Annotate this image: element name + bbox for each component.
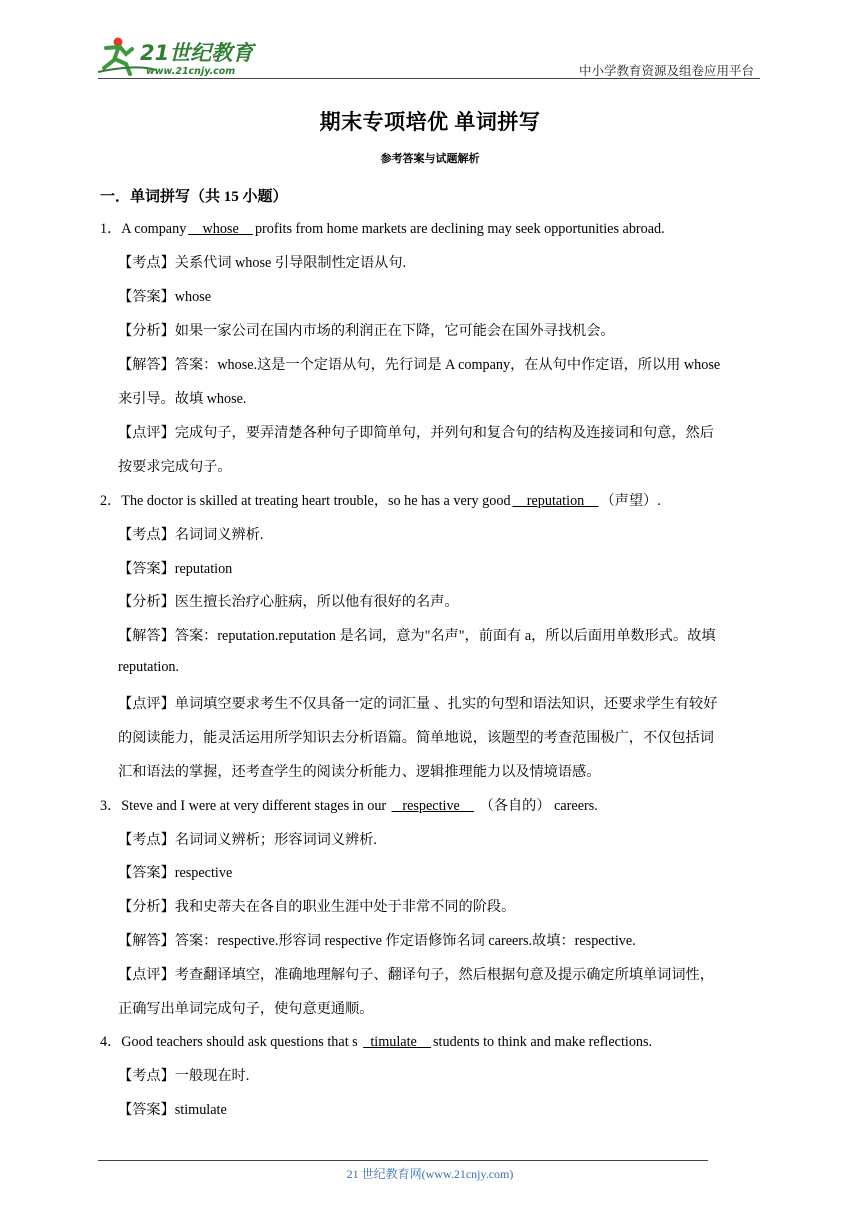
question-1-line: 【解答】答案：whose.这是一个定语从句，先行词是 A company，在从句中作定语，所以用 whose	[118, 357, 721, 373]
question-3-line: 【答案】respective	[118, 865, 233, 881]
section-heading: 一．单词拼写（共 15 小题）	[100, 189, 288, 205]
question-4-line: 【答案】stimulate	[118, 1102, 227, 1118]
page-header	[96, 34, 760, 80]
question-2-line: 【分析】医生擅长治疗心脏病，所以他有很好的名声。	[118, 594, 459, 610]
question-2-line: 【解答】答案：reputation.reputation 是名词，意为"名声"，前面有 a，所以后面用单数形式。故填	[118, 628, 716, 644]
answer-blank: respective	[402, 798, 460, 814]
question-2-line: 【答案】reputation	[118, 561, 233, 577]
page-subtitle: 参考答案与试题解析	[380, 153, 480, 165]
question-1-line: 【考点】关系代词 whose 引导限制性定语从句.	[118, 255, 407, 271]
question-1-line: 来引导。故填 whose.	[118, 391, 247, 407]
question-3-line: 【解答】答案：respective.形容词 respective 作定语修饰名词 careers.故填：respective.	[118, 933, 636, 949]
question-2-line: 的阅读能力，能灵活运用所学知识去分析语篇。简单地说，该题型的考查范围极广，不仅包括词	[118, 730, 714, 746]
question-1-line: 按要求完成句子。	[118, 459, 232, 475]
question-1-line: 【分析】如果一家公司在国内市场的利润正在下降，它可能会在国外寻找机会。	[118, 323, 615, 339]
answer-blank: whose	[202, 221, 239, 237]
question-3-line: 【分析】我和史蒂夫在各自的职业生涯中处于非常不同的阶段。	[118, 899, 516, 915]
logo-main-text: 21世纪教育	[140, 41, 254, 65]
question-3-line: 【考点】名词词义辨析；形容词词义辨析.	[118, 832, 377, 848]
site-logo	[96, 34, 266, 78]
question-1-line: 【点评】完成句子，要弄清楚各种句子即简单句，并列句和复合句的结构及连接词和句意，然后	[118, 425, 714, 441]
question-2-line: reputation.	[118, 659, 180, 675]
question-2-line: 汇和语法的掌握，还考查学生的阅读分析能力、逻辑推理能力以及情境语感。	[118, 764, 601, 780]
answer-blank: reputation	[526, 493, 585, 509]
question-2-stem: 2．The doctor is skilled at treating heart trouble，so he has a very good reputation （声望）.	[100, 493, 661, 509]
question-2-line: 【点评】单词填空要求考生不仅具备一定的词汇量 、扎实的句型和语法知识，还要求学生有较好	[118, 696, 718, 712]
question-4-line: 【考点】一般现在时.	[118, 1068, 250, 1084]
header-divider	[98, 78, 760, 79]
question-4-stem: 4．Good teachers should ask questions that s timulate students to think and make reflections.	[100, 1034, 653, 1050]
question-3-line: 正确写出单词完成句子，使句意更通顺。	[118, 1001, 374, 1017]
answer-blank: timulate	[370, 1034, 417, 1050]
question-2-line: 【考点】名词词义辨析.	[118, 527, 264, 543]
question-3-stem: 3．Steve and I were at very different stages in our respective （各自的） careers.	[100, 798, 598, 814]
question-1-stem: 1．A company whose profits from home markets are declining may seek opportunities abroad.	[100, 221, 665, 237]
footer-divider	[98, 1160, 708, 1161]
header-platform-text: 中小学教育资源及组卷应用平台	[578, 64, 754, 78]
page-title: 期末专项培优 单词拼写	[319, 110, 541, 134]
logo-sub-text: www.21cnjy.com	[146, 66, 236, 77]
footer-text: 21 世纪教育网(www.21cnjy.com)	[346, 1167, 514, 1181]
question-1-line: 【答案】whose	[118, 289, 212, 305]
question-3-line: 【点评】考查翻译填空，准确地理解句子、翻译句子，然后根据句意及提示确定所填单词词性，	[118, 967, 714, 983]
